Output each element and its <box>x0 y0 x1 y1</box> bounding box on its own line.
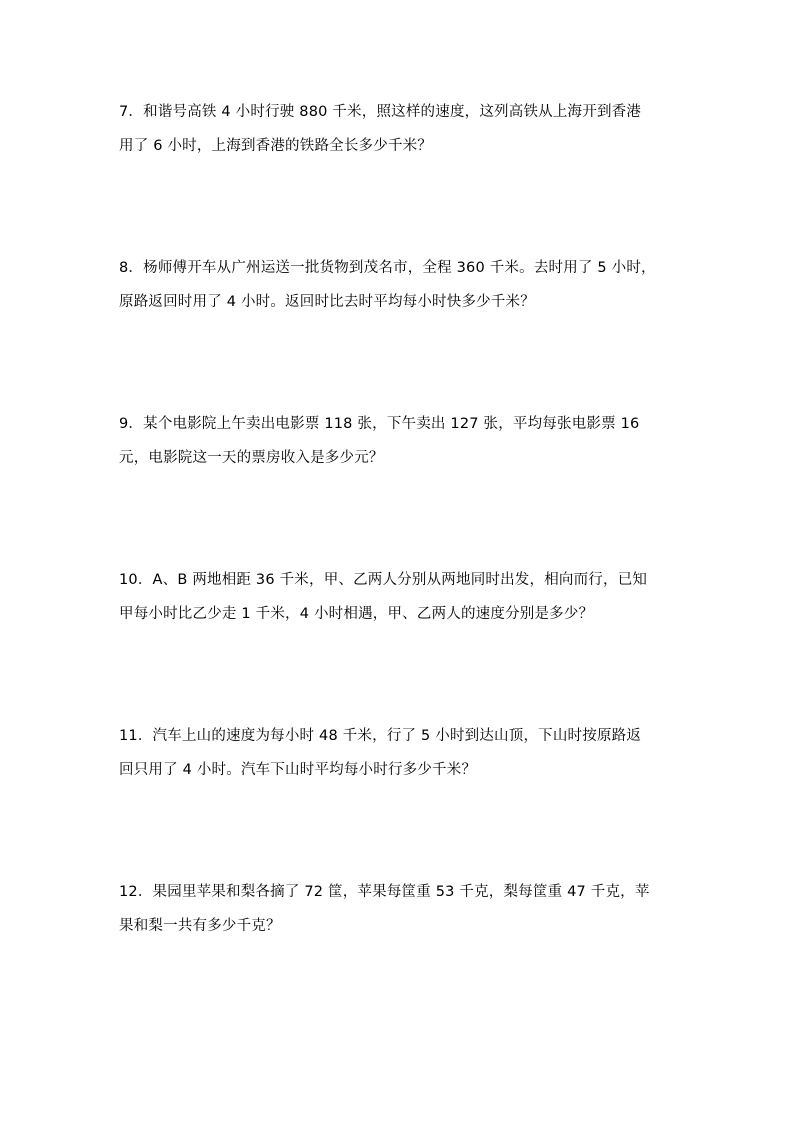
question-9-line-2: 元，电影院这一天的票房收入是多少元？ <box>119 450 384 466</box>
question-12-line-2: 果和梨一共有多少千克？ <box>119 918 281 934</box>
question-10-line-1: 10．A、B 两地相距 36 千米，甲、乙两人分别从两地同时出发，相向而行，已知 <box>119 572 648 588</box>
question-11 <box>119 719 679 787</box>
question-7-line-1: 7．和谐号高铁 4 小时行驶 880 千米，照这样的速度，这列高铁从上海开到香港 <box>119 104 642 120</box>
question-11-line-2: 回只用了 4 小时。汽车下山时平均每小时行多少千米？ <box>119 762 477 778</box>
question-7-line-2: 用了 6 小时，上海到香港的铁路全长多少千米？ <box>119 138 433 154</box>
question-8 <box>119 251 679 319</box>
question-12-line-1: 12．果园里苹果和梨各摘了 72 筐，苹果每筐重 53 千克，梨每筐重 47 千克，苹 <box>119 884 650 900</box>
question-12 <box>119 875 679 943</box>
question-9-line-1: 9．某个电影院上午卖出电影票 118 张，下午卖出 127 张，平均每张电影票 16 <box>119 416 640 432</box>
question-9 <box>119 407 679 475</box>
question-11-line-1: 11．汽车上山的速度为每小时 48 千米，行了 5 小时到达山顶，下山时按原路返 <box>119 728 642 744</box>
question-8-line-2: 原路返回时用了 4 小时。返回时比去时平均每小时快多少千米？ <box>119 294 535 310</box>
question-7 <box>119 95 679 163</box>
question-10-line-2: 甲每小时比乙少走 1 千米，4 小时相遇，甲、乙两人的速度分别是多少？ <box>119 606 594 622</box>
question-8-line-1: 8．杨师傅开车从广州运送一批货物到茂名市，全程 360 千米。去时用了 5 小时， <box>119 260 656 276</box>
question-10 <box>119 563 679 631</box>
